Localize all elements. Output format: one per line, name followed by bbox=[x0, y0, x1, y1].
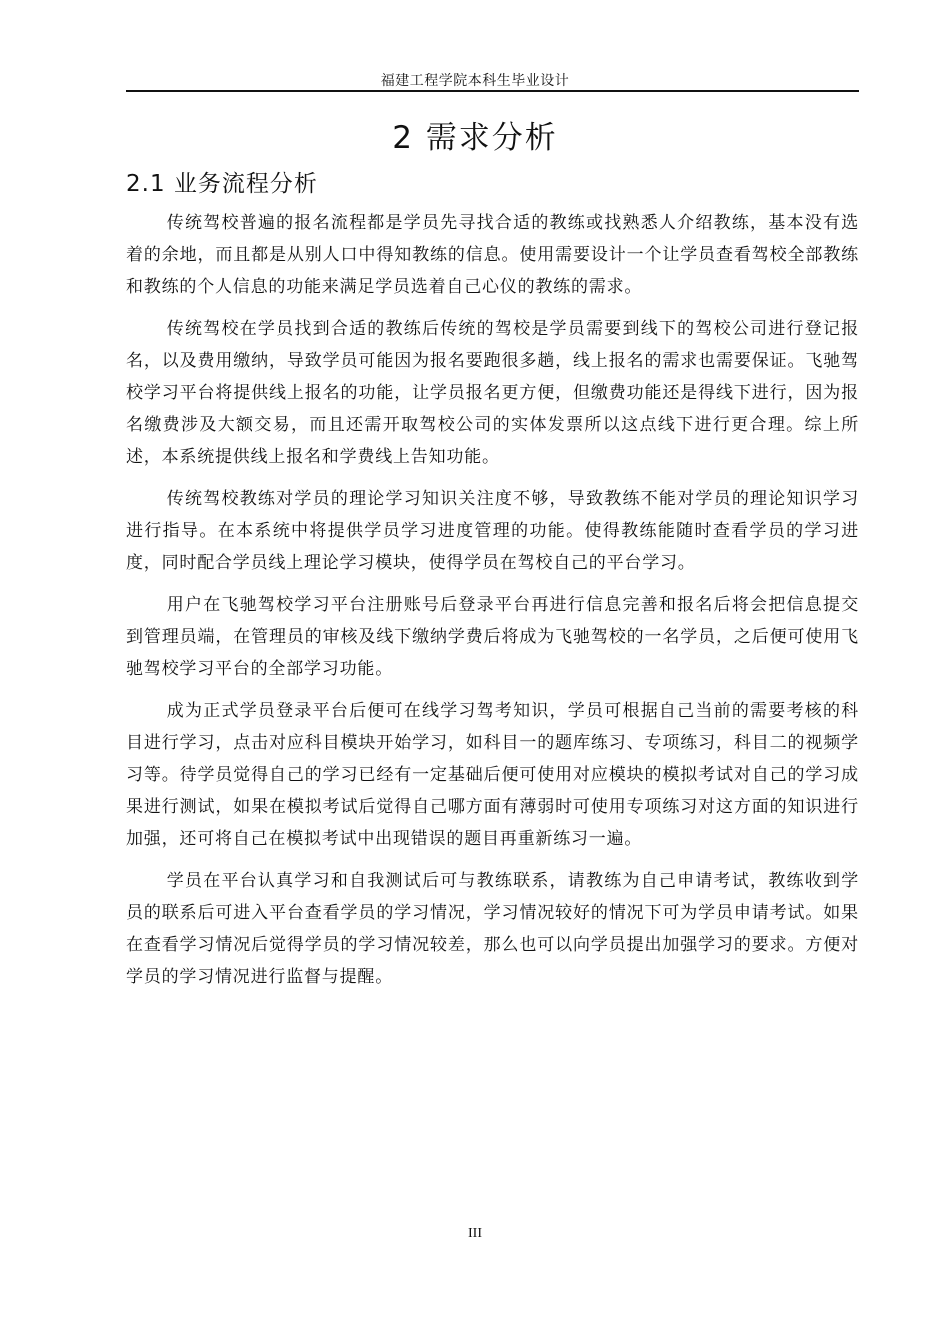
header-divider bbox=[126, 90, 859, 92]
chapter-title: 2 需求分析 bbox=[392, 120, 558, 156]
running-header-title: 福建工程学院本科生毕业设计 bbox=[380, 73, 570, 89]
section-title: 2.1 业务流程分析 bbox=[126, 171, 318, 197]
paragraph: 学员在平台认真学习和自我测试后可与教练联系，请教练为自己申请考试，教练收到学员的联系后可进入平台查看学员的学习情况，学习情况较好的情况下可为学员申请考试。如果在查看学习情况后觉得学员的学习情况较差，那么也可以向学员提出加强学习的要求。方便对学员的学习情况进行监督与提醒。 bbox=[126, 871, 859, 987]
paragraph: 传统驾校普遍的报名流程都是学员先寻找合适的教练或找熟悉人介绍教练，基本没有选着的余地，而且都是从别人口中得知教练的信息。使用需要设计一个让学员查看驾校全部教练和教练的个人信息的功能来满足学员选着自己心仪的教练的需求。 bbox=[126, 213, 859, 297]
paragraph: 传统驾校教练对学员的理论学习知识关注度不够，导致教练不能对学员的理论知识学习进行指导。在本系统中将提供学员学习进度管理的功能。使得教练能随时查看学员的学习进度，同时配合学员线上理论学习模块，使得学员在驾校自己的平台学习。 bbox=[126, 489, 859, 573]
paragraph: 成为正式学员登录平台后便可在线学习驾考知识，学员可根据自己当前的需要考核的科目进行学习，点击对应科目模块开始学习，如科目一的题库练习、专项练习，科目二的视频学习等。待学员觉得自己的学习已经有一定基础后便可使用对应模块的模拟考试对自己的学习成果进行测试，如果在模拟考试后觉得自己哪方面有薄弱时可使用专项练习对这方面的知识进行加强，还可将自己在模拟考试中出现错误的题目再重新练习一遍。 bbox=[126, 701, 859, 849]
paragraph: 用户在飞驰驾校学习平台注册账号后登录平台再进行信息完善和报名后将会把信息提交到管理员端，在管理员的审核及线下缴纳学费后将成为飞驰驾校的一名学员，之后便可使用飞驰驾校学习平台的全部学习功能。 bbox=[126, 595, 859, 679]
page-number: III bbox=[468, 1226, 482, 1241]
paragraph: 传统驾校在学员找到合适的教练后传统的驾校是学员需要到线下的驾校公司进行登记报名，以及费用缴纳，导致学员可能因为报名要跑很多趟，线上报名的需求也需要保证。飞驰驾校学习平台将提供线上报名的功能，让学员报名更方便，但缴费功能还是得线下进行，因为报名缴费涉及大额交易，而且还需开取驾校公司的实体发票所以这点线下进行更合理。综上所述，本系统提供线上报名和学费线上告知功能。 bbox=[126, 319, 859, 467]
body-text bbox=[126, 207, 859, 1003]
